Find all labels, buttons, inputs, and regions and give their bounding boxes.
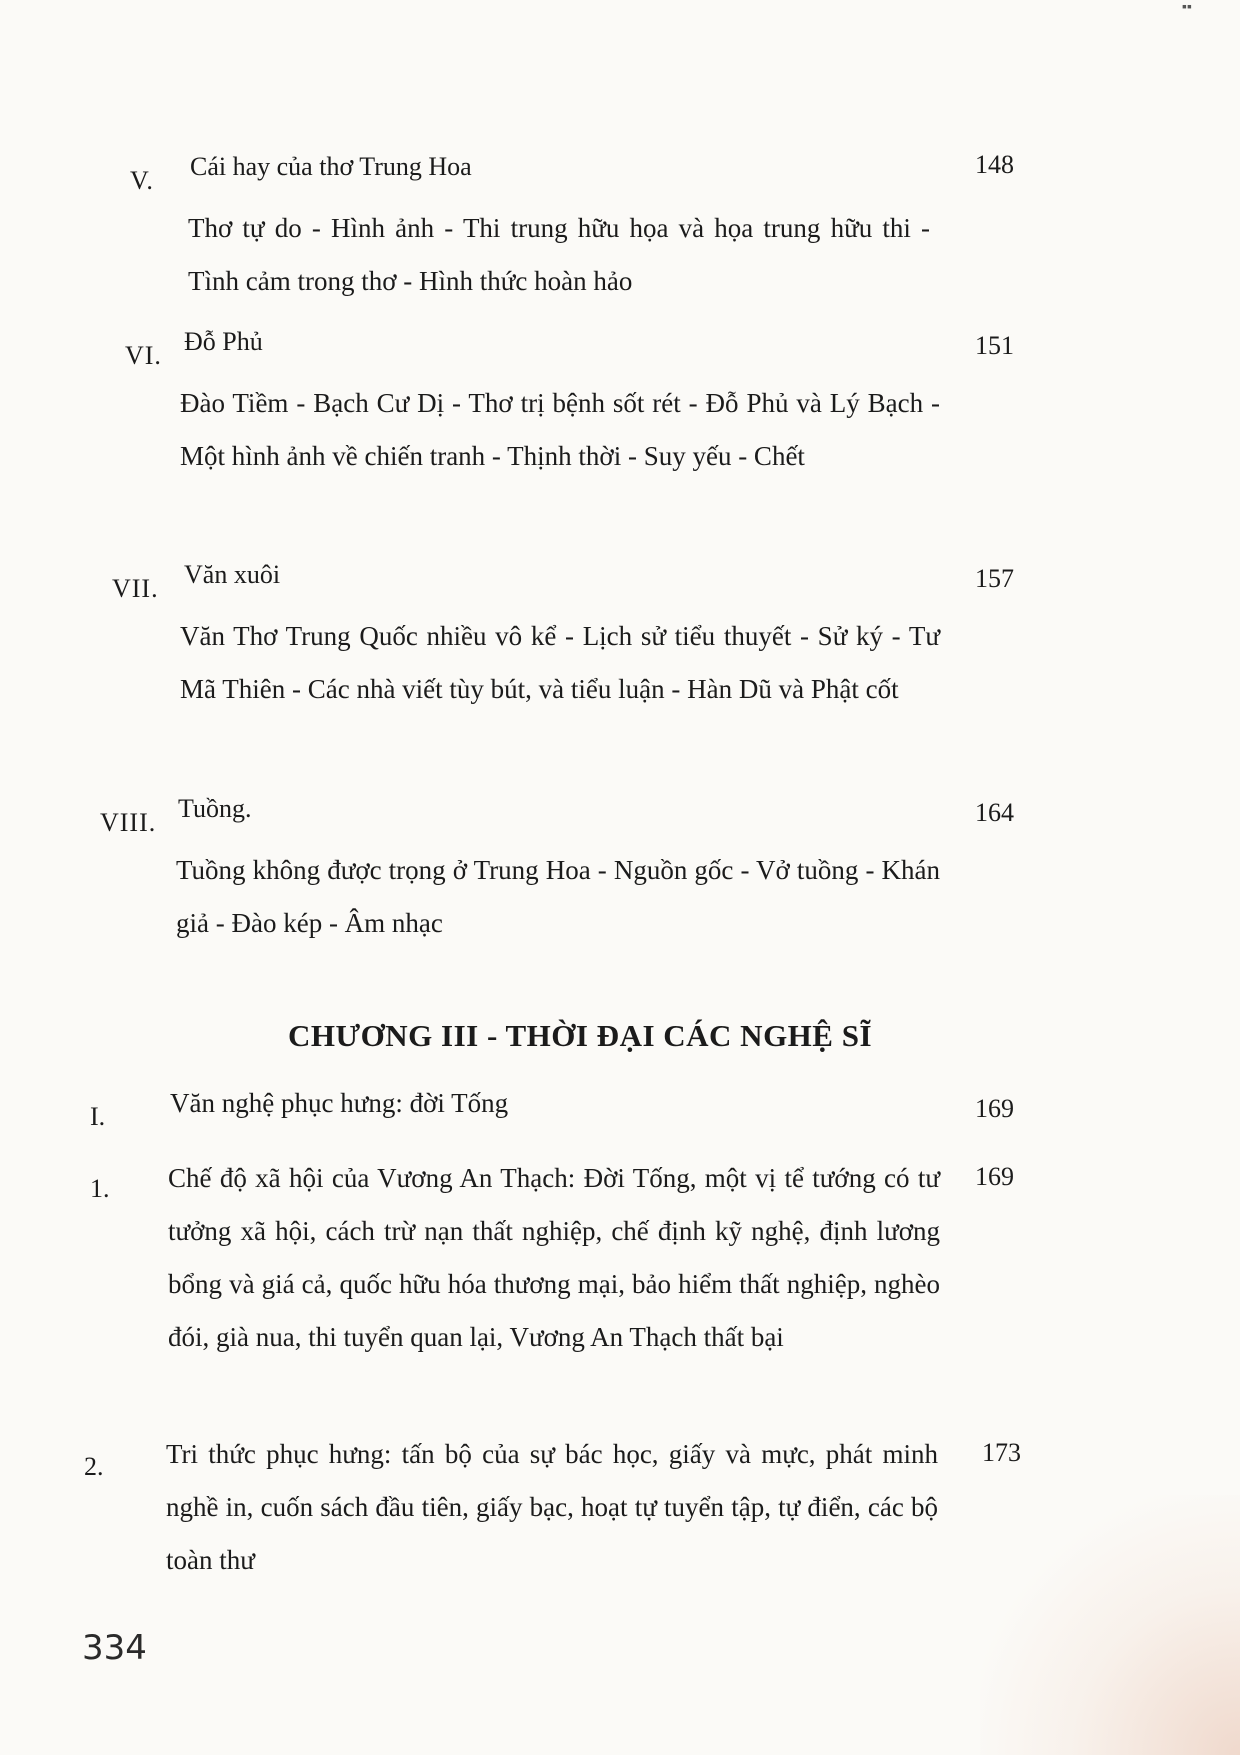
entry-number: VIII. <box>100 808 157 837</box>
entry-description: Tuồng không được trọng ở Trung Hoa - Nguồn gốc - Vở tuồng - Khán giả - Đào kép - Âm nhạc <box>176 855 940 938</box>
scan-shadow <box>980 1495 1240 1755</box>
entry-title: Đỗ Phủ <box>184 327 263 356</box>
entry-description: Đào Tiềm - Bạch Cư Dị - Thơ trị bệnh sốt rét - Đỗ Phủ và Lý Bạch - Một hình ảnh về chiến tranh - Thịnh thời - Suy yếu - Chết <box>180 388 940 471</box>
section-number: I. <box>90 1102 106 1131</box>
entry-title: Cái hay của thơ Trung Hoa <box>190 152 472 181</box>
scan-mark: ▪▪ <box>1182 0 1192 15</box>
entry-description: Thơ tự do - Hình ảnh - Thi trung hữu họa và họa trung hữu thi - Tình cảm trong thơ - Hình thức hoàn hảo <box>188 213 930 296</box>
entry-number: VII. <box>112 574 159 603</box>
entry-number: VI. <box>125 341 162 370</box>
section-body: Tri thức phục hưng: tấn bộ của sự bác học, giấy và mực, phát minh nghề in, cuốn sách đầu tiên, giấy bạc, hoạt tự tuyển tập, tự điển, các bộ toàn thư <box>166 1439 938 1575</box>
entry-number: V. <box>130 166 154 195</box>
section-page-number: 173 <box>982 1438 1021 1467</box>
entry-title: Văn xuôi <box>184 560 281 589</box>
entry-page-number: 164 <box>975 798 1014 827</box>
section-number: 2. <box>84 1452 104 1481</box>
entry-title: Tuồng. <box>178 794 252 823</box>
section-body: Chế độ xã hội của Vương An Thạch: Đời Tống, một vị tể tướng có tư tưởng xã hội, cách trừ nạn thất nghiệp, chế định kỹ nghệ, định lương bổng và giá cả, quốc hữu hóa thương mại, bảo hiểm thất nghiệp, nghèo đói, già nua, thi tuyển quan lại, Vương An Thạch thất bại <box>168 1163 940 1352</box>
entry-description: Văn Thơ Trung Quốc nhiều vô kể - Lịch sử tiểu thuyết - Sử ký - Tư Mã Thiên - Các nhà viết tùy bút, và tiểu luận - Hàn Dũ và Phật cốt <box>180 621 940 704</box>
section-title: Văn nghệ phục hưng: đời Tống <box>170 1088 509 1118</box>
section-page-number: 169 <box>975 1162 1014 1191</box>
entry-page-number: 151 <box>975 331 1014 360</box>
entry-page-number: 157 <box>975 564 1014 593</box>
chapter-heading: CHƯƠNG III - THỜI ĐẠI CÁC NGHỆ SĨ <box>287 1018 873 1053</box>
section-page-number: 169 <box>975 1094 1014 1123</box>
entry-page-number: 148 <box>975 150 1014 179</box>
section-number: 1. <box>90 1174 110 1203</box>
page-number: 334 <box>82 1628 147 1668</box>
